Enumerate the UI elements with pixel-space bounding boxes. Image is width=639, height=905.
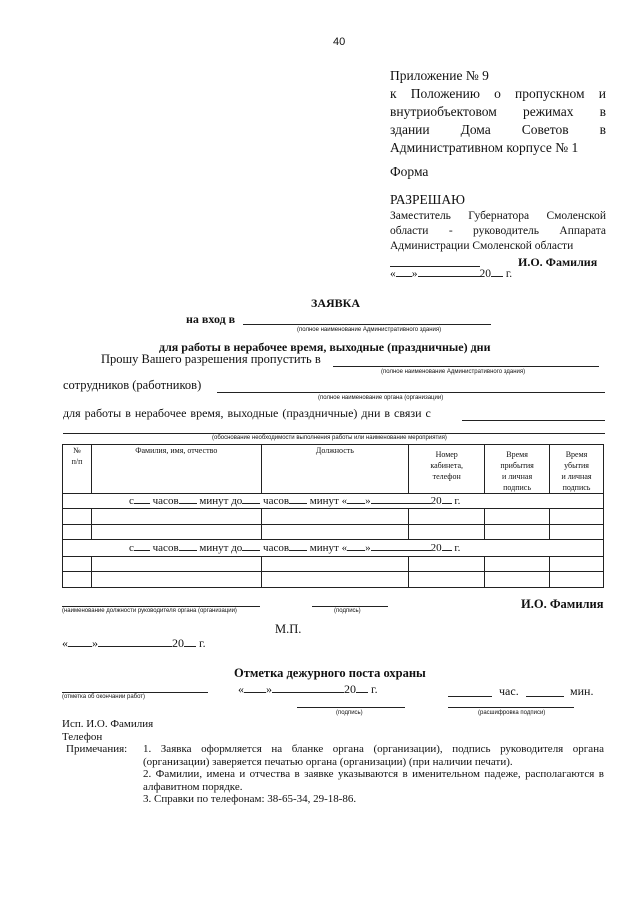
stamp-label: М.П. (275, 622, 302, 636)
entry-label: на вход в (186, 312, 236, 326)
request-text: Прошу Вашего разрешения пропустить в (101, 352, 321, 366)
security-sign-caption: (подпись) (336, 710, 363, 716)
reason-line-2 (63, 433, 605, 434)
header-room: Номер кабинета, телефон (409, 445, 485, 494)
security-decode-line (448, 707, 574, 708)
table-row (63, 525, 604, 540)
sign-caption: (подпись) (334, 608, 361, 614)
security-left-line (62, 692, 208, 693)
time-row-2 (63, 540, 604, 557)
appendix-title: Приложение № 9 (390, 68, 489, 83)
note-line-4: алфавитном порядке. (143, 780, 243, 793)
header-arrival: Время прибытия и личная подпись (485, 445, 550, 494)
header-position: Должность (261, 445, 409, 494)
request-caption: (полное наименование Административного здания) (381, 369, 526, 375)
approve-line-3: Администрации Смоленской области (390, 240, 574, 252)
security-date: « » 20 г. (238, 682, 378, 696)
security-sign-line (297, 707, 405, 708)
signature-date: « » 20 г. (62, 636, 206, 650)
approve-sign-line (390, 266, 480, 267)
entry-line (243, 324, 491, 325)
appendix-line-1: к Положению о пропускном и (390, 86, 606, 101)
position-caption: (наименование должности руководителя органа (организации) (62, 608, 237, 614)
page-number: 40 (333, 36, 346, 48)
note-line-5: 3. Справки по телефонам: 38-65-34, 29-18-86. (143, 793, 357, 805)
note-line-3: 2. Фамилии, имена и отчества в заявке указываются в именительном падеже, располагаются в (143, 768, 604, 780)
time-cell-1: с часов минут до часов минут « » 20 г. (63, 494, 604, 509)
sign-line (312, 606, 388, 607)
staff-label: сотрудников (работников) (63, 378, 202, 392)
appendix-line-4: Административном корпусе № 1 (390, 140, 579, 155)
appendix-line-3: здании Дома Советов в (390, 122, 606, 137)
entry-caption: (полное наименование Административного здания) (297, 327, 442, 333)
staff-caption: (полное наименование органа (организации) (318, 395, 444, 401)
table-row (63, 509, 604, 525)
approve-name: И.О. Фамилия (518, 255, 598, 269)
position-line (62, 606, 260, 607)
hours-line (448, 696, 492, 697)
notes-label: Примечания: (66, 743, 128, 755)
minutes-label: мин. (570, 684, 594, 698)
hours-label: час. (499, 684, 519, 698)
header-num: № п/п (63, 445, 92, 494)
security-decode-caption: (расшифровка подписи) (478, 710, 546, 716)
table-header-row (63, 445, 604, 494)
header-fio: Фамилия, имя, отчество (91, 445, 261, 494)
application-title: ЗАЯВКА (311, 296, 361, 310)
approve-block (390, 209, 606, 254)
reason-line-1 (462, 420, 605, 421)
note-line-1: 1. Заявка оформляется на бланке органа (организации), подпись руководителя органа (143, 743, 604, 755)
approve-title: РАЗРЕШАЮ (390, 192, 465, 207)
purpose-text: для работы в нерабочее время, выходные (праздничные) дни (159, 340, 491, 354)
approve-date: « » 20 г. (390, 268, 513, 280)
notes-block (143, 743, 604, 806)
time-row-1 (63, 494, 604, 509)
staff-line (217, 392, 605, 393)
note-line-2: (организации) заверяется печатью органа (организации) (при наличии печати). (143, 755, 513, 768)
signature-name: И.О. Фамилия (521, 597, 604, 611)
form-label: Форма (390, 164, 429, 179)
reason-text: для работы в нерабочее время, выходные (праздничные) дни в связи с (63, 406, 431, 420)
reason-caption: (обоснование необходимости выполнения работы или наименование мероприятия) (212, 435, 447, 441)
appendix-block (390, 67, 606, 157)
time-cell-2: с часов минут до часов минут « » 20 г. (63, 540, 604, 557)
table-row (63, 557, 604, 572)
appendix-line-2: внутриобъектовом режимах в (390, 104, 606, 119)
approve-line-1: Заместитель Губернатора Смоленской (390, 210, 606, 222)
header-departure: Время убытия и личная подпись (550, 445, 604, 494)
minutes-line (526, 696, 564, 697)
executor: Исп. И.О. Фамилия (62, 718, 154, 730)
table-row (63, 572, 604, 588)
request-line (333, 366, 599, 367)
approve-line-2: области - руководитель Аппарата (390, 225, 606, 237)
security-left-caption: (отметка об окончании работ) (62, 694, 146, 700)
phone-label: Телефон (62, 731, 103, 743)
visitors-table (62, 444, 604, 588)
security-title: Отметка дежурного поста охраны (234, 666, 426, 680)
